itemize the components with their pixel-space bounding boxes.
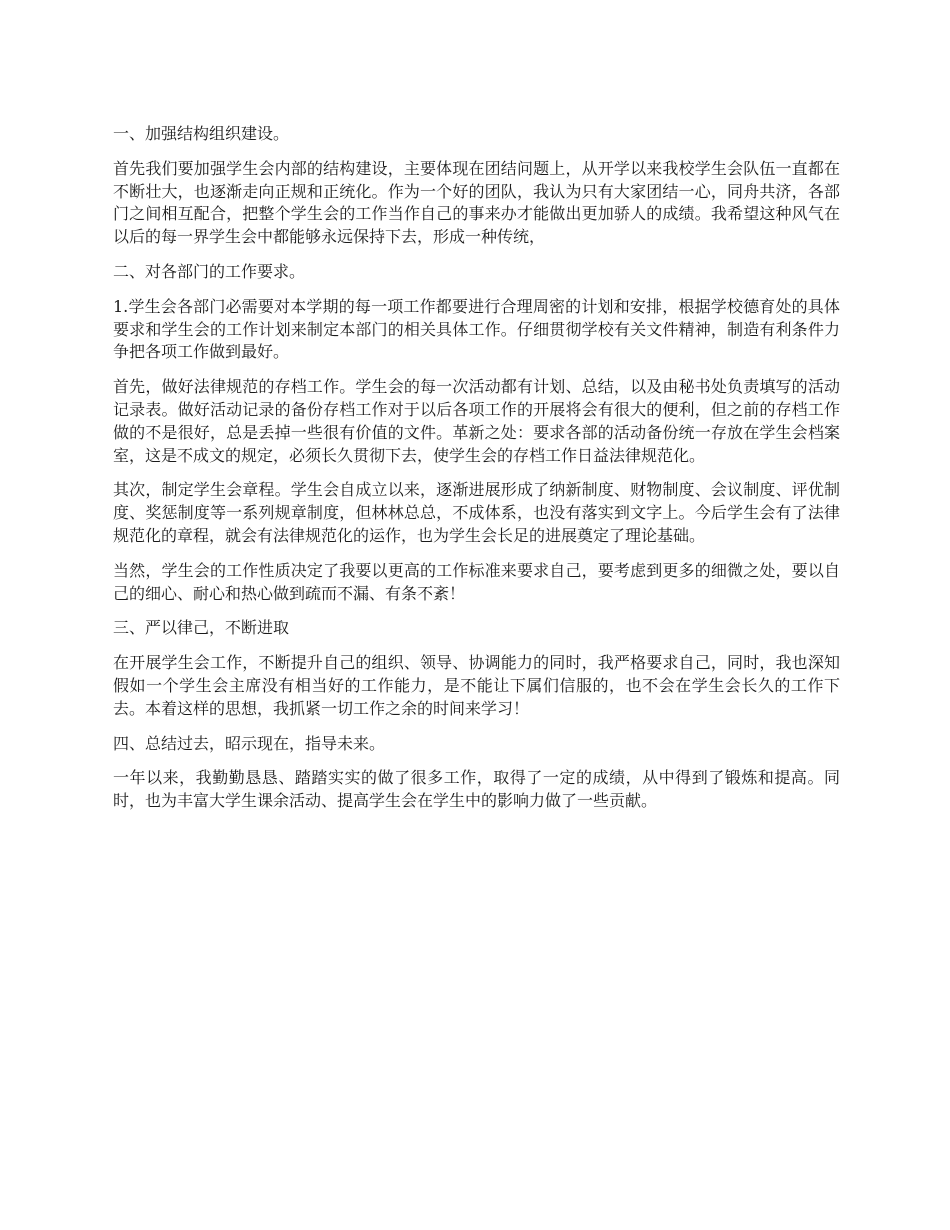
paragraph: 当然，学生会的工作性质决定了我要以更高的工作标准来要求自己，要考虑到更多的细微之处，要以自己的细心、耐心和热心做到疏而不漏、有条不紊！	[113, 560, 840, 603]
paragraph: 1.学生会各部门必需要对本学期的每一项工作都要进行合理周密的计划和安排，根据学校德育处的具体要求和学生会的工作计划来制定本部门的相关具体工作。仔细贯彻学校有关文件精神，制造有利条件力争把各项工作做到最好。	[113, 296, 840, 362]
paragraph: 首先我们要加强学生会内部的结构建设，主要体现在团结问题上，从开学以来我校学生会队伍一直都在不断壮大，也逐渐走向正规和正统化。作为一个好的团队，我认为只有大家团结一心，同舟共济，各部门之间相互配合，把整个学生会的工作当作自己的事来办才能做出更加骄人的成绩。我希望这种风气在以后的每一界学生会中都能够永远保持下去，形成一种传统，	[113, 158, 840, 247]
document-body	[113, 123, 840, 825]
section-heading-3: 三、严以律己，不断进取	[113, 618, 290, 638]
section-heading-1: 一、加强结构组织建设。	[113, 124, 290, 143]
paragraph: 一年以来，我勤勤恳恳、踏踏实实的做了很多工作，取得了一定的成绩，从中得到了锻炼和提高。同时，也为丰富大学生课余活动、提高学生会在学生中的影响力做了一些贡献。	[113, 768, 840, 811]
paragraph: 首先，做好法律规范的存档工作。学生会的每一次活动都有计划、总结，以及由秘书处负责填写的活动记录表。做好活动记录的备份存档工作对于以后各项工作的开展将会有很大的便利，但之前的存档工作做的不是很好，总是丢掉一些很有价值的文件。革新之处：要求各部的活动备份统一存放在学生会档案室，这是不成文的规定，必须长久贯彻下去，使学生会的存档工作日益法律规范化。	[113, 377, 840, 465]
paragraph: 在开展学生会工作，不断提升自己的组织、领导、协调能力的同时，我严格要求自己，同时，我也深知假如一个学生会主席没有相当好的工作能力，是不能让下属们信服的，也不会在学生会长久的工作下去。本着这样的思想，我抓紧一切工作之余的时间来学习！	[113, 653, 840, 718]
paragraph: 其次，制定学生会章程。学生会自成立以来，逐渐进展形成了纳新制度、财物制度、会议制度、评优制度、奖惩制度等一系列规章制度，但林林总总，不成体系，也没有落实到文字上。今后学生会有了法律规范化的章程，就会有法律规范化的运作，也为学生会长足的进展奠定了理论基础。	[113, 480, 840, 545]
section-heading-2: 二、对各部门的工作要求。	[113, 261, 306, 281]
section-heading-4: 四、总结过去，昭示现在，指导未来。	[113, 733, 386, 753]
